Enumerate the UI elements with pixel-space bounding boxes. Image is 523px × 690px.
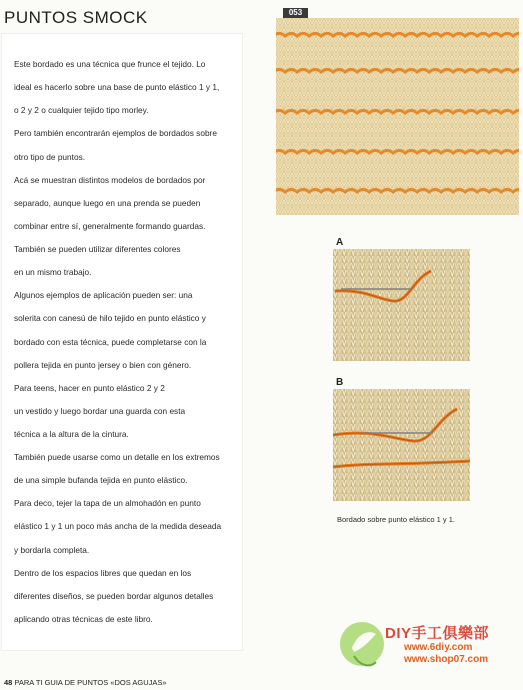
watermark-logo bbox=[340, 618, 520, 688]
diagram-b bbox=[333, 389, 470, 501]
body-text-line: aplicando otras técnicas de este libro. bbox=[14, 614, 153, 624]
body-text-line: Acá se muestran distintos modelos de bordados por bbox=[14, 175, 206, 185]
footer-text: PARA TI GUIA DE PUNTOS «DOS AGUJAS» bbox=[14, 678, 167, 687]
body-text-line: de una simple bufanda tejida en punto elástico. bbox=[14, 475, 188, 485]
diagram-b-label: B bbox=[336, 377, 344, 388]
page-number: 48 bbox=[4, 678, 13, 687]
body-text-line: bordado con esta técnica, puede completarse con la bbox=[14, 337, 207, 347]
diagram-a-label: A bbox=[336, 237, 344, 248]
body-text-line: pollera tejida en punto jersey o bien con género. bbox=[14, 360, 192, 370]
body-text-line: Dentro de los espacios libres que quedan en los bbox=[14, 568, 192, 578]
body-text-line: diferentes diseños, se pueden bordar algunos detalles bbox=[14, 591, 214, 601]
body-text-line: Pero también encontrarán ejemplos de bordados sobre bbox=[14, 128, 217, 138]
stitch-number-badge: 053 bbox=[283, 8, 308, 18]
body-text-line: ideal es hacerlo sobre una base de punto elástico 1 y 1, bbox=[14, 82, 220, 92]
body-text-line: solerita con canesú de hilo tejido en punto elástico y bbox=[14, 313, 206, 323]
body-text-line: o 2 y 2 o cualquier tejido tipo morley. bbox=[14, 105, 149, 115]
stitch-photo bbox=[276, 18, 519, 215]
diagram-a bbox=[333, 249, 470, 361]
body-text-line: combinar entre sí, generalmente formando guardas. bbox=[14, 221, 206, 231]
body-text-line: También se pueden utilizar diferentes colores bbox=[14, 244, 181, 254]
body-text-line: en un mismo trabajo. bbox=[14, 267, 92, 277]
body-text-line: Para deco, tejer la tapa de un almohadón en punto bbox=[14, 498, 201, 508]
watermark-url-1: www.6diy.com bbox=[404, 642, 473, 653]
body-text-line: y bordarla completa. bbox=[14, 545, 90, 555]
body-text-line: otro tipo de puntos. bbox=[14, 152, 86, 162]
body-text-line: Algunos ejemplos de aplicación pueden ser: una bbox=[14, 290, 193, 300]
body-text-line: un vestido y luego bordar una guarda con esta bbox=[14, 406, 186, 416]
page-footer bbox=[4, 678, 167, 687]
watermark-brand: DIY手工俱樂部 bbox=[385, 625, 490, 642]
body-text-line: técnica a la altura de la cintura. bbox=[14, 429, 129, 439]
body-text-line: elástico 1 y 1 un poco más ancha de la medida deseada bbox=[14, 521, 222, 531]
body-text-line: También puede usarse como un detalle en los extremos bbox=[14, 452, 220, 462]
watermark-url-2: www.shop07.com bbox=[404, 654, 489, 665]
body-text-line: separado, aunque luego en una prenda se pueden bbox=[14, 198, 201, 208]
diagram-caption: Bordado sobre punto elástico 1 y 1. bbox=[337, 515, 455, 524]
leaf-icon bbox=[340, 618, 390, 678]
body-text-line: Este bordado es una técnica que frunce el tejido. Lo bbox=[14, 59, 206, 69]
page-title: PUNTOS SMOCK bbox=[4, 8, 148, 27]
body-text-line: Para teens, hacer en punto elástico 2 y 2 bbox=[14, 383, 165, 393]
